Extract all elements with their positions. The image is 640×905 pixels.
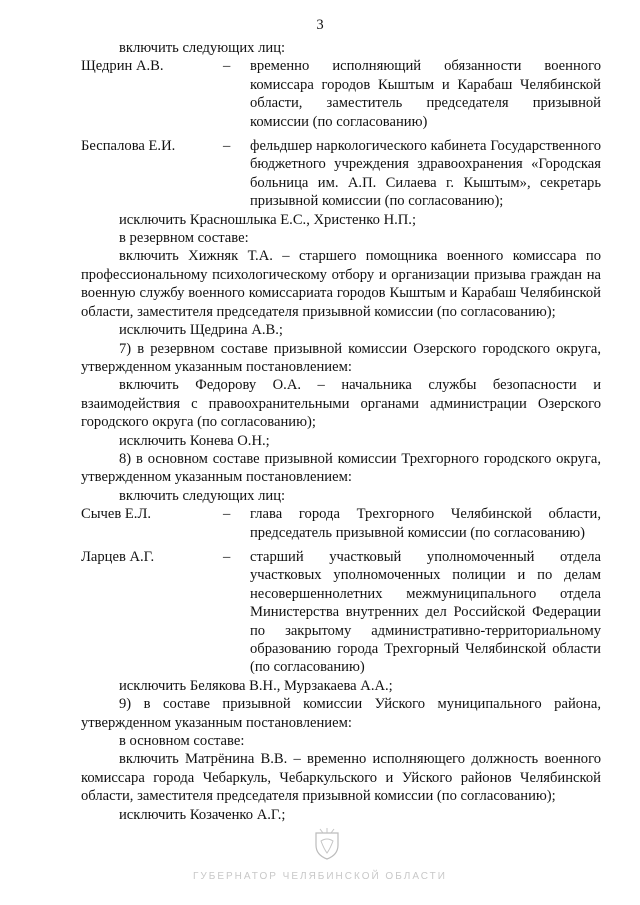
- paragraph: включить Федорову О.А. – начальника службы безопасности и взаимодействия с правоохранительными органами администрации Озерского городского округа (по согласованию);: [81, 377, 601, 431]
- person-dash: –: [223, 506, 231, 523]
- person-description: глава города Трехгорного Челябинской области, председатель призывной комиссии (по согласованию): [250, 506, 601, 541]
- person-name: Беспалова Е.И.: [81, 138, 176, 155]
- paragraph: 8) в основном составе призывной комиссии Трехгорного городского округа, утвержденном указанным постановлением:: [81, 450, 601, 486]
- person-dash: –: [223, 548, 231, 565]
- footer-watermark: ГУБЕРНАТОР ЧЕЛЯБИНСКОЙ ОБЛАСТИ: [193, 871, 447, 882]
- paragraph: в основном составе:: [119, 733, 245, 750]
- paragraph: исключить Белякова В.Н., Мурзакаева А.А.;: [119, 677, 393, 694]
- paragraph: исключить Красношлыка Е.С., Христенко Н.П.;: [119, 211, 417, 228]
- person-description: временно исполняющий обязанности военного комиссара городов Кыштым и Карабаш Челябинской области, заместитель председателя призывной комиссии (по согласованию): [250, 58, 601, 130]
- paragraph: исключить Конева О.Н.;: [119, 432, 270, 449]
- person-dash: –: [223, 58, 231, 75]
- paragraph: 9) в составе призывной комиссии Уйского муниципального района, утвержденном указанным постановлением:: [81, 696, 601, 731]
- person-entry: [81, 505, 601, 542]
- paragraph: 7) в резервном составе призывной комиссии Озерского городского округа, утвержденном указанным постановлением:: [81, 340, 601, 375]
- page-number: 3: [316, 17, 324, 33]
- document-body: [81, 39, 601, 824]
- person-name: Сычев Е.Л.: [81, 506, 152, 523]
- coat-of-arms-icon: [310, 827, 344, 861]
- person-name: Ларцев А.Г.: [81, 548, 155, 565]
- paragraph: включить Хижняк Т.А. – старшего помощника военного комиссара по профессиональному психологическому отбору и организации призыва граждан на военную службу военного комиссариата городов Кыштым и Карабаш Челябинской области, заместителя председателя призывной комиссии (по согласованию);: [81, 248, 601, 320]
- paragraph: включить следующих лиц:: [119, 487, 286, 504]
- paragraph: исключить Щедрина А.В.;: [119, 322, 283, 339]
- paragraph: в резервном составе:: [119, 230, 249, 247]
- paragraph: включить Матрёнина В.В. – временно исполняющего должность военного комиссара города Чебаркуль, Чебаркульского и Уйского районов Челябинской области, заместителя председателя призывной комиссии (по согласованию);: [81, 751, 601, 805]
- person-dash: –: [223, 138, 231, 155]
- person-name: Щедрин А.В.: [81, 58, 164, 75]
- person-entry: [81, 57, 601, 131]
- paragraph: включить следующих лиц:: [119, 40, 286, 56]
- person-description: фельдшер наркологического кабинета Государственного бюджетного учреждения здравоохранения «Городская больница им. А.П. Силаева г. Кыштым», секретарь призывной комиссии (по согласованию);: [250, 138, 601, 210]
- paragraph: исключить Козаченко А.Г.;: [119, 806, 286, 823]
- person-entry: [81, 137, 601, 211]
- person-entry: [81, 548, 601, 677]
- person-description: старший участковый уполномоченный отдела участковых уполномоченных полиции и по делам несовершеннолетних межмуниципального отдела Министерства внутренних дел Российской Федерации по закрытому административно-территориальному образованию города Трехгорный Челябинской области (по согласованию): [250, 548, 601, 676]
